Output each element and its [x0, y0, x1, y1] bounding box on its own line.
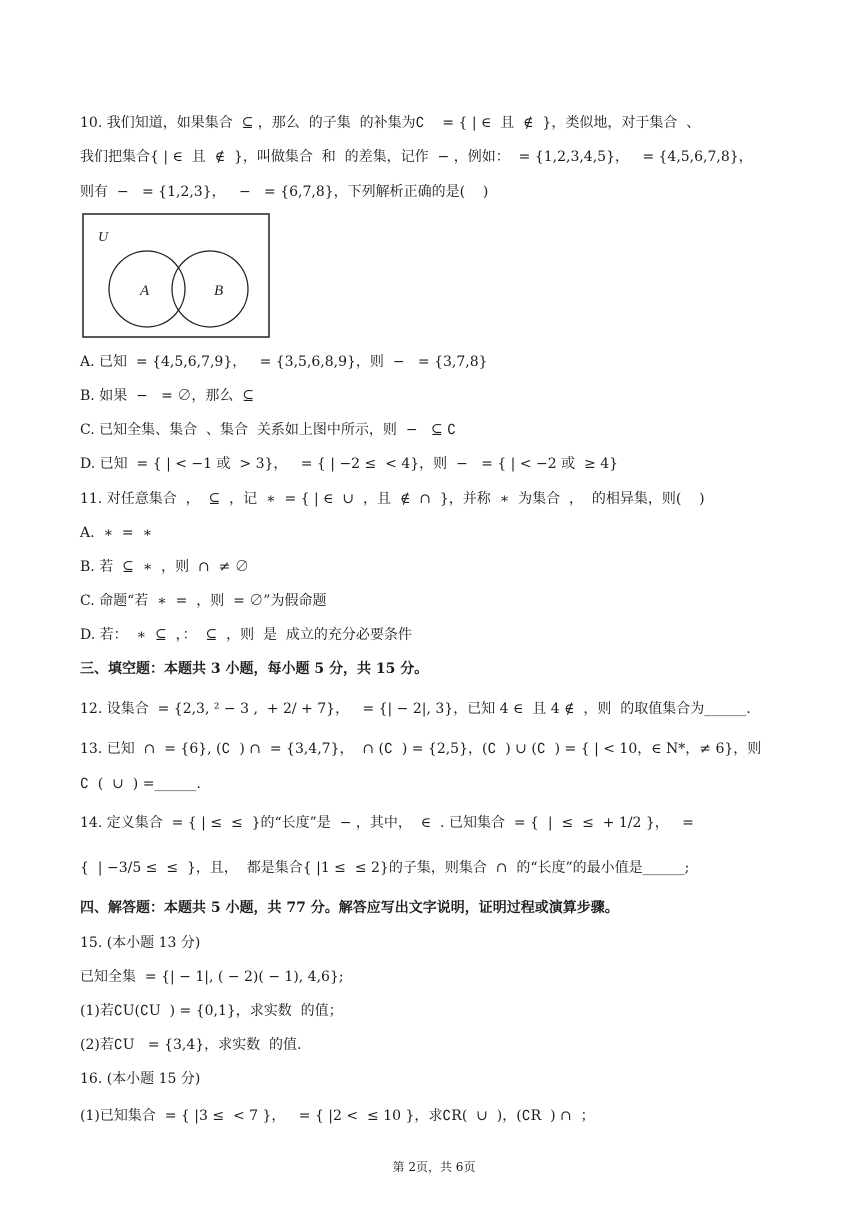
section-answer-heading: 四、解答题：本题共 5 小题，共 77 分。解答应写出文字说明，证明过程或演算步骤。	[80, 900, 619, 916]
question-14-line-2: { | −3/5 ≤ ≤ }，且， 都是集合{ |1 ≤ ≤ 2}的子集，则集合 ∩ 的“长度”的最小值是______;	[80, 860, 690, 876]
universe-label: U	[98, 230, 109, 245]
question-13-line-2: ∁ ( ∪ ) =______.	[80, 776, 201, 792]
question-16-part-1: (1)已知集合 = { |3 ≤ < 7 }， = { |2 < ≤ 10 }，求∁R( ∪ )，(∁R ) ∩ ；	[80, 1108, 595, 1124]
question-15-stem: 已知全集 = {| − 1|, ( − 2)( − 1), 4,6};	[80, 969, 344, 985]
option-11d: D. 若： ∗ ⊆ ，： ⊆ ，则 是 成立的充分必要条件	[80, 627, 412, 643]
option-10a: A. 已知 = {4,5,6,7,9}， = {3,5,6,8,9}，则 − = {3,7,8}	[80, 354, 488, 370]
venn-diagram	[82, 213, 270, 338]
question-10-line-2: 我们把集合{ | ∈ 且 ∉ }，叫做集合 和 的差集，记作 − ，例如： = {1,2,3,4,5}， = {4,5,6,7,8}，	[80, 149, 753, 165]
option-11b: B. 若 ⊆ ∗ ，则 ∩ ≠ ∅	[80, 559, 249, 575]
question-14-line-1: 14. 定义集合 = { | ≤ ≤ }的“长度”是 − ，其中， ∈ . 已知集合 = { | ≤ ≤ + 1/2 }， =	[80, 815, 694, 831]
option-10c: C. 已知全集、集合 、集合 关系如上图中所示，则 − ⊆ ∁	[80, 422, 461, 438]
option-11c: C. 命题“若 ∗ = ，则 = ∅”为假命题	[80, 593, 327, 609]
set-b-circle	[172, 251, 248, 327]
question-10-line-3: 则有 − = {1,2,3}， − = {6,7,8}，下列解析正确的是( )	[80, 184, 489, 200]
set-b-label: B	[214, 283, 224, 299]
question-12: 12. 设集合 = {2,3, ² − 3 , + 2/ + 7}， = {| − 2|, 3}，已知 4 ∈ 且 4 ∉ ，则 的取值集合为______.	[80, 701, 751, 717]
question-11: 11. 对任意集合 ， ⊆ ，记 ∗ = { | ∈ ∪ ，且 ∉ ∩ }，并称 ∗ 为集合 ， 的相异集，则( )	[80, 491, 705, 507]
option-10b: B. 如果 − = ∅，那么 ⊆	[80, 388, 259, 404]
set-a-label: A	[140, 283, 150, 299]
question-10-line-1: 10. 我们知道，如果集合 ⊆ ，那么 的子集 的补集为∁ = { | ∈ 且 ∉ }，类似地，对于集合 、	[80, 115, 701, 131]
option-11a: A. ∗ = ∗	[80, 525, 157, 541]
question-13-line-1: 13. 已知 ∩ = {6}, (∁ ) ∩ = {3,4,7}， ∩ (∁ ) = {2,5}，(∁ ) ∪ (∁ ) = { | < 10，∈ N*，≠ 6}，则	[80, 741, 762, 757]
option-10d: D. 已知 = { | < −1 或 > 3}， = { | −2 ≤ < 4}，则 − = { | < −2 或 ≥ 4}	[80, 456, 619, 472]
question-15-header: 15. (本小题 13 分)	[80, 935, 201, 951]
question-15-part-2: (2)若∁U = {3,4}，求实数 的值.	[80, 1037, 302, 1053]
question-15-part-1: (1)若∁U(∁U ) = {0,1}，求实数 的值；	[80, 1003, 343, 1019]
page-footer: 第 2页，共 6页	[392, 1160, 476, 1174]
section-fill-blank-heading: 三、填空题：本题共 3 小题，每小题 5 分，共 15 分。	[80, 661, 429, 677]
question-16-header: 16. (本小题 15 分)	[80, 1071, 201, 1087]
